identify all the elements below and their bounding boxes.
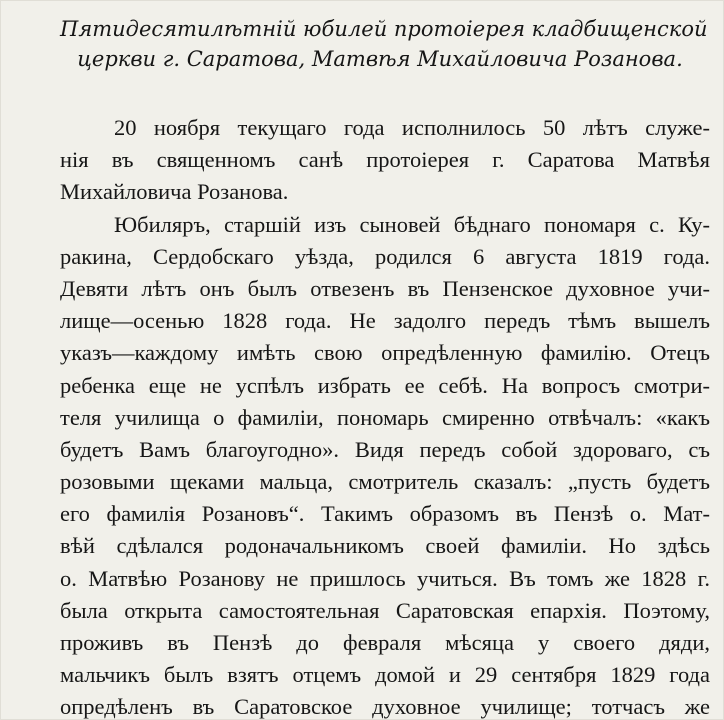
text-line: Юбиляръ, старшій изъ сыновей бѣднаго пономаря с. Ку-: [114, 211, 710, 237]
text-line: теля училища о фамиліи, пономарь смиренно отвѣчалъ: «какъ: [60, 404, 710, 430]
text-line: мальчикъ былъ взятъ отцемъ домой и 29 сентября 1829 года: [60, 662, 710, 688]
text-line: розовыми щеками мальца, смотритель сказалъ: „пусть будетъ: [60, 469, 710, 495]
text-line: была открыта самостоятельная Саратовская епархія. Поэтому,: [60, 597, 710, 623]
title-line: Пятидесятилѣтній юбилей протоіерея кладбищенской: [60, 17, 708, 41]
title-line: церкви г. Саратова, Матвѣя Михайловича Розанова.: [77, 47, 683, 71]
text-line: Михайловича Розанова.: [60, 179, 289, 205]
text-line: ребенка еще не успѣлъ избрать ее себѣ. На вопросъ смотри-: [60, 372, 710, 398]
text-line: опредѣленъ въ Саратовское духовное училище; тотчасъ же: [60, 694, 710, 720]
text-line: лище—осенью 1828 года. Не задолго передъ тѣмъ вышелъ: [60, 308, 710, 334]
article-body: [60, 112, 710, 720]
text-line: нія въ священномъ санѣ протоіерея г. Саратова Матвѣя: [60, 147, 710, 173]
text-line: вѣй сдѣлался родоначальникомъ своей фамиліи. Но здѣсь: [60, 533, 710, 559]
text-line: указъ—каждому имѣть свою опредѣленную фамилію. Отецъ: [60, 340, 710, 366]
text-line: Девяти лѣтъ онъ былъ отвезенъ въ Пензенское духовное учи-: [60, 275, 710, 301]
article-title: [60, 14, 708, 74]
text-line: о. Матвѣю Розанову не пришлось учиться. Въ томъ же 1828 г.: [60, 565, 710, 591]
text-line: проживъ въ Пензѣ до февраля мѣсяца у своего дяди,: [60, 630, 710, 655]
text-line: ракина, Сердобскаго уѣзда, родился 6 августа 1819 года.: [60, 243, 710, 269]
text-line: его фамилія Розановъ“. Такимъ образомъ въ Пензѣ о. Мат-: [60, 501, 710, 527]
text-line: будетъ Вамъ благоугодно». Видя передъ собой здороваго, съ: [60, 436, 710, 462]
text-line: 20 ноября текущаго года исполнилось 50 лѣтъ служе-: [114, 115, 710, 140]
